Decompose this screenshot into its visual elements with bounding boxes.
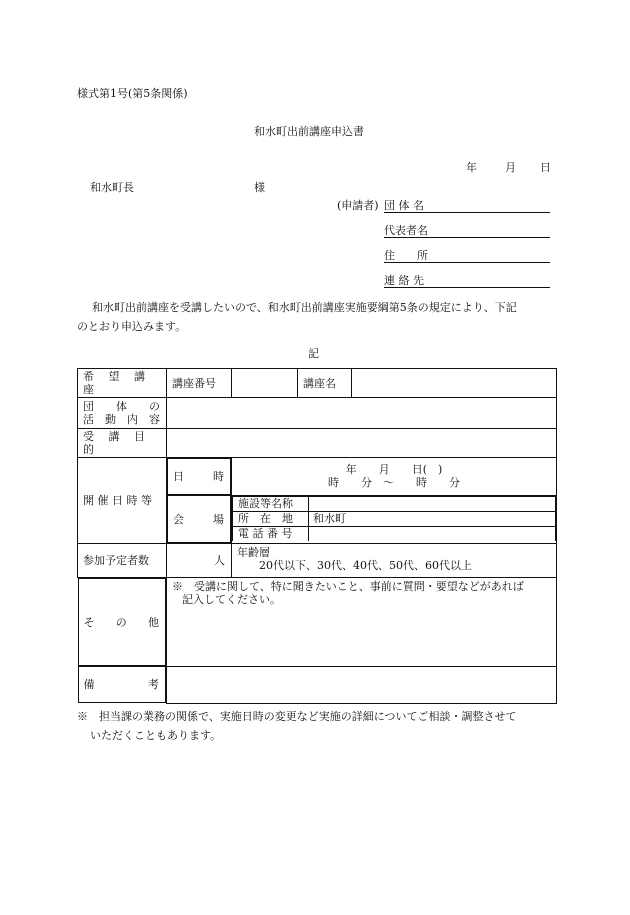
other-note-line-1: ※ 受講に関して、特に聞きたいこと、事前に質問・要望などがあれば bbox=[172, 580, 524, 593]
date-year: 年 bbox=[466, 161, 477, 174]
group-activity-input[interactable] bbox=[167, 398, 557, 429]
group-name-line[interactable] bbox=[384, 212, 550, 213]
footer-note-line-2: いただくこともあります。 bbox=[90, 729, 222, 742]
purpose-input[interactable] bbox=[167, 429, 557, 458]
venue-location-input[interactable]: 和水町 bbox=[309, 511, 556, 526]
age-range[interactable] bbox=[232, 544, 557, 578]
row-purpose bbox=[78, 429, 557, 458]
course-number-input[interactable] bbox=[232, 369, 298, 397]
course-name-label: 講座名 bbox=[298, 369, 352, 397]
representative-line[interactable] bbox=[384, 237, 550, 238]
request-text-line-1: 和水町出前講座を受講したいので、和水町出前講座実施要綱第5条の規定により、下記 bbox=[92, 301, 517, 314]
age-options: 20代以下、30代、40代、50代、60代以上 bbox=[259, 559, 472, 572]
venue-phone-input[interactable] bbox=[309, 526, 556, 541]
remarks-label: 備 考 bbox=[78, 666, 167, 703]
addressee: 和水町長 bbox=[90, 181, 134, 194]
date-label: 日 時 bbox=[167, 458, 231, 495]
other-note-line-2: 記入してください。 bbox=[182, 593, 281, 606]
ki-heading: 記 bbox=[308, 347, 319, 360]
row-remarks bbox=[78, 666, 557, 703]
course-name-input[interactable] bbox=[352, 369, 556, 397]
contact-line[interactable] bbox=[384, 287, 550, 288]
address-label: 住 所 bbox=[384, 249, 428, 262]
venue-facility-label: 施設等名称 bbox=[233, 496, 309, 511]
participants-label: 参加予定者数 bbox=[78, 544, 167, 578]
other-label: そ の 他 bbox=[78, 578, 167, 666]
age-label: 年齢層 bbox=[237, 546, 270, 559]
date-month: 月 bbox=[505, 161, 516, 174]
desired-course-label: 希 望 講 座 bbox=[78, 369, 167, 398]
contact-label: 連 絡 先 bbox=[384, 274, 424, 287]
row-desired-course bbox=[78, 369, 557, 398]
group-name-label: 団 体 名 bbox=[384, 199, 424, 212]
datetime-label: 開 催 日 時 等 bbox=[78, 458, 167, 544]
purpose-label: 受 講 目 的 bbox=[78, 429, 167, 458]
date-day: 日 bbox=[540, 161, 551, 174]
footer-note-line-1: ※ 担当課の業務の関係で、実施日時の変更など実施の詳細についてご相談・調整させて bbox=[77, 710, 517, 723]
application-table bbox=[77, 368, 557, 704]
venue-facility-input[interactable] bbox=[309, 496, 556, 511]
date-value[interactable]: 年 月 日( ) 時 分 ～ 時 分 bbox=[232, 458, 557, 496]
request-text-line-2: のとおり申込みます。 bbox=[77, 320, 187, 333]
persons-unit: 人 bbox=[214, 554, 225, 567]
row-date bbox=[78, 458, 557, 496]
venue-label: 会 場 bbox=[167, 495, 231, 543]
row-other bbox=[78, 578, 557, 667]
course-number-label: 講座番号 bbox=[167, 369, 232, 398]
group-activity-label: 団 体 の 活 動 内 容 bbox=[78, 398, 167, 429]
row-participants bbox=[78, 544, 557, 578]
other-input[interactable] bbox=[167, 578, 557, 667]
honorific: 様 bbox=[254, 181, 265, 194]
applicant-label: (申請者) bbox=[337, 199, 379, 212]
page-title: 和水町出前講座申込書 bbox=[254, 125, 364, 138]
venue-location-label: 所 在 地 bbox=[233, 511, 309, 526]
venue-phone-label: 電 話 番 号 bbox=[233, 526, 309, 541]
address-line[interactable] bbox=[384, 262, 550, 263]
form-number: 様式第1号(第5条関係) bbox=[77, 87, 188, 100]
representative-label: 代表者名 bbox=[384, 224, 428, 237]
participants-count-input[interactable] bbox=[167, 544, 232, 578]
row-group-activity bbox=[78, 398, 557, 429]
remarks-input[interactable] bbox=[167, 666, 557, 703]
